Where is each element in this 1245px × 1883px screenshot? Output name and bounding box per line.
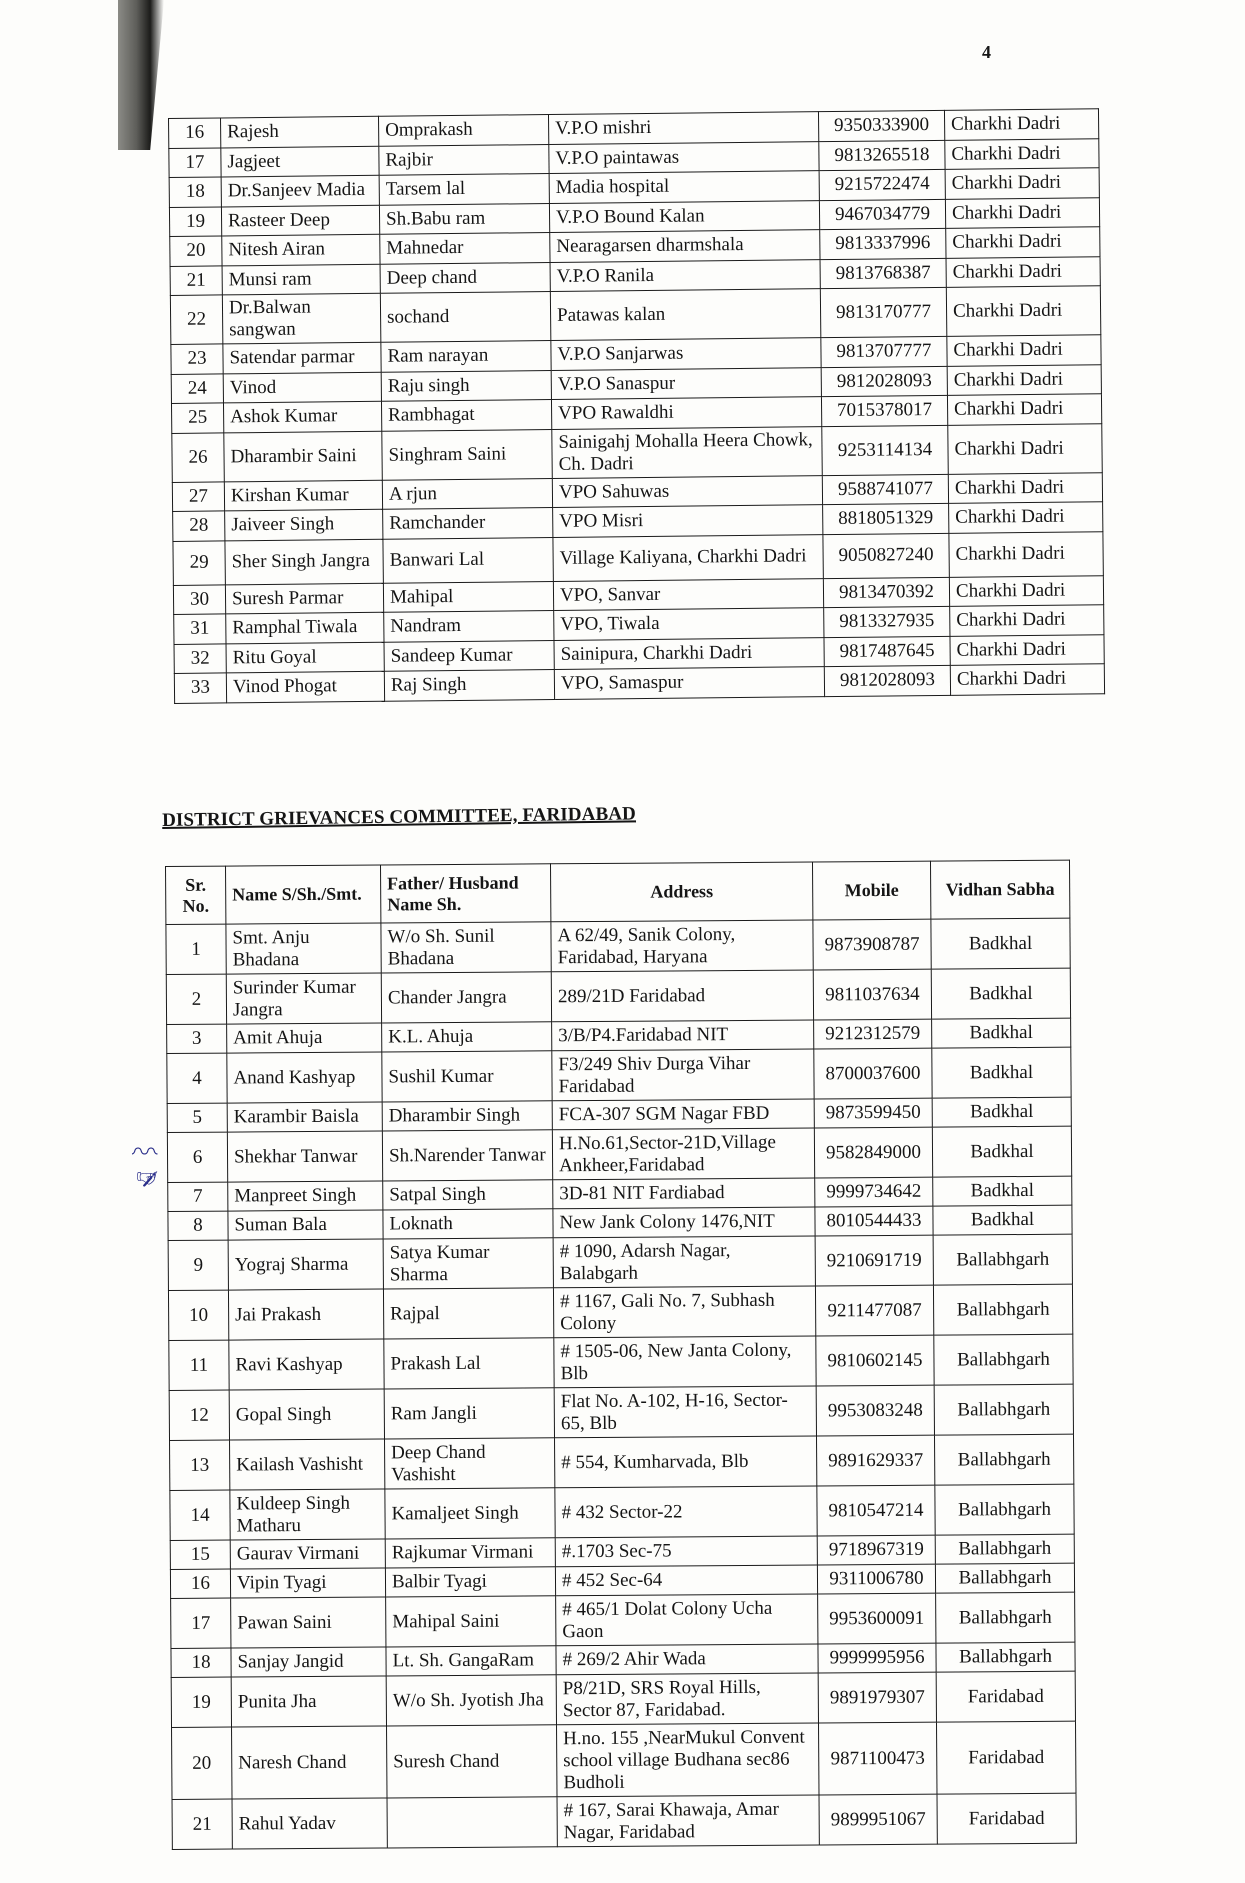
- cell-mobile: 9813327935: [824, 606, 950, 637]
- cell-father-husband: Raju singh: [381, 370, 551, 401]
- cell-sr-no: 6: [167, 1132, 227, 1182]
- cell-name: Sanjay Jangid: [231, 1647, 386, 1677]
- cell-name: Surinder Kumar Jangra: [226, 973, 381, 1024]
- cell-name: Nitesh Airan: [222, 234, 380, 265]
- cell-address: VPO, Tiwala: [554, 608, 824, 640]
- cell-name: Manpreet Singh: [228, 1181, 383, 1211]
- cell-mobile: 9467034779: [819, 199, 945, 230]
- handwritten-signature: ✍︎〰︎: [132, 1140, 162, 1192]
- cell-vidhan-sabha: Ballabhgarh: [933, 1284, 1072, 1335]
- cell-address: H.no. 155 ,NearMukul Convent school village Budhana sec86 Budholi: [557, 1723, 819, 1797]
- cell-father-husband: Satpal Singh: [383, 1180, 553, 1210]
- cell-mobile: 9813707777: [821, 336, 947, 367]
- faridabad-table-body: [166, 918, 1076, 1849]
- cell-mobile: 9810602145: [816, 1335, 934, 1386]
- cell-name: Dr.Sanjeev Madia: [221, 175, 379, 206]
- header-sr-no: Sr. No.: [166, 866, 226, 924]
- table-row: [170, 1484, 1074, 1540]
- cell-father-husband: Deep Chand Vashisht: [385, 1438, 555, 1489]
- header-name: Name S/Sh./Smt.: [226, 865, 381, 924]
- table-row: [171, 1592, 1075, 1648]
- cell-address: # 1167, Gali No. 7, Subhash Colony: [553, 1286, 815, 1338]
- cell-sr-no: 25: [171, 403, 223, 433]
- cell-mobile: 9582849000: [814, 1127, 932, 1178]
- cell-address: 289/21D Faridabad: [551, 970, 813, 1022]
- cell-address: V.P.O Ranila: [550, 259, 820, 291]
- cell-father-husband: Sh.Narender Tanwar: [382, 1130, 552, 1181]
- cell-mobile: 9811037634: [813, 969, 931, 1020]
- cell-mobile: 9588741077: [822, 474, 948, 505]
- cell-vidhan-sabha: Ballabhgarh: [936, 1642, 1075, 1672]
- cell-mobile: 9813170777: [820, 287, 947, 337]
- cell-name: Suresh Parmar: [225, 583, 383, 614]
- cell-mobile: 9212312579: [814, 1019, 932, 1049]
- cell-name: Vinod: [223, 372, 381, 403]
- cell-vidhan-sabha: Charkhi Dadri: [947, 394, 1101, 425]
- cell-vidhan-sabha: Ballabhgarh: [934, 1434, 1073, 1485]
- cell-father-husband: Loknath: [383, 1209, 553, 1239]
- cell-name: Ramphal Tiwala: [226, 612, 384, 643]
- cell-father-husband: Rajpal: [383, 1288, 553, 1339]
- cell-address: H.No.61,Sector-21D,Village Ankheer,Faridabad: [552, 1128, 814, 1180]
- cell-sr-no: 21: [172, 1799, 232, 1849]
- cell-father-husband: Tarsem lal: [379, 174, 549, 205]
- cell-name: Yograj Sharma: [228, 1239, 383, 1290]
- cell-father-husband: Rambhagat: [381, 399, 551, 430]
- cell-address: V.P.O Sanaspur: [551, 367, 821, 399]
- cell-father-husband: Nandram: [384, 610, 554, 641]
- cell-name: Satendar parmar: [223, 342, 381, 373]
- cell-vidhan-sabha: Charkhi Dadri: [950, 664, 1104, 695]
- cell-sr-no: 22: [170, 295, 223, 345]
- cell-father-husband: Satya Kumar Sharma: [383, 1238, 553, 1289]
- cell-address: Flat No. A-102, H-16, Sector-65, Blb: [554, 1386, 816, 1438]
- cell-mobile: 8700037600: [814, 1048, 932, 1099]
- cell-sr-no: 8: [168, 1211, 228, 1240]
- cell-sr-no: 3: [167, 1024, 227, 1053]
- cell-vidhan-sabha: Badkhal: [932, 1047, 1071, 1098]
- cell-sr-no: 19: [169, 206, 221, 236]
- header-vidhan-sabha: Vidhan Sabha: [930, 860, 1069, 919]
- cell-mobile: 9050827240: [823, 533, 949, 578]
- cell-sr-no: 4: [167, 1053, 227, 1103]
- cell-vidhan-sabha: Charkhi Dadri: [948, 472, 1102, 503]
- cell-vidhan-sabha: Badkhal: [932, 1018, 1071, 1048]
- cell-name: Kirshan Kumar: [224, 480, 382, 511]
- cell-mobile: 9813337996: [820, 228, 946, 259]
- cell-mobile: 9871100473: [818, 1722, 936, 1795]
- cell-mobile: 9891979307: [818, 1672, 936, 1723]
- cell-mobile: 9873599450: [814, 1098, 932, 1128]
- cell-address: # 432 Sector-22: [555, 1486, 817, 1538]
- cell-vidhan-sabha: Ballabhgarh: [935, 1534, 1074, 1564]
- cell-name: Pawan Saini: [231, 1597, 386, 1648]
- cell-father-husband: Mahnedar: [380, 233, 550, 264]
- cell-name: Sher Singh Jangra: [225, 539, 383, 585]
- cell-address: 3/B/P4.Faridabad NIT: [552, 1020, 814, 1051]
- cell-address: # 1505-06, New Janta Colony, Blb: [554, 1336, 816, 1388]
- cell-mobile: 9810547214: [817, 1485, 935, 1536]
- cell-vidhan-sabha: Charkhi Dadri: [950, 605, 1104, 636]
- cell-name: Dharambir Saini: [224, 431, 383, 482]
- cell-father-husband: Prakash Lal: [384, 1338, 554, 1389]
- cell-mobile: 9812028093: [821, 366, 947, 397]
- table-row: [172, 1721, 1076, 1799]
- cell-address: F3/249 Shiv Durga Vihar Faridabad: [552, 1049, 814, 1101]
- cell-address: # 269/2 Ahir Wada: [556, 1644, 818, 1675]
- cell-sr-no: 7: [168, 1182, 228, 1211]
- cell-sr-no: 15: [170, 1540, 230, 1569]
- cell-father-husband: Suresh Chand: [387, 1725, 557, 1798]
- cell-sr-no: 18: [169, 177, 221, 207]
- cell-address: # 167, Sarai Khawaja, Amar Nagar, Faridabad: [557, 1795, 819, 1847]
- cell-mobile: 8010544433: [815, 1206, 933, 1236]
- cell-vidhan-sabha: Ballabhgarh: [934, 1334, 1073, 1385]
- cell-name: Jagjeet: [221, 146, 379, 177]
- cell-vidhan-sabha: Ballabhgarh: [936, 1592, 1075, 1643]
- cell-address: A 62/49, Sanik Colony, Faridabad, Haryana: [551, 920, 813, 972]
- cell-father-husband: Raj Singh: [384, 669, 554, 700]
- cell-name: Anand Kashyap: [227, 1052, 382, 1103]
- cell-mobile: 9311006780: [817, 1564, 935, 1594]
- cell-vidhan-sabha: Badkhal: [932, 1097, 1071, 1127]
- cell-address: # 554, Kumharvada, Blb: [555, 1436, 817, 1488]
- cell-name: Ravi Kashyap: [229, 1339, 384, 1390]
- cell-sr-no: 9: [168, 1240, 228, 1290]
- cell-address: # 452 Sec-64: [555, 1565, 817, 1596]
- cell-name: Ashok Kumar: [223, 401, 381, 432]
- cell-address: Sainipura, Charkhi Dadri: [554, 637, 824, 669]
- cell-address: VPO Sahuwas: [552, 475, 822, 507]
- cell-vidhan-sabha: Badkhal: [932, 1126, 1071, 1177]
- cell-mobile: 9813470392: [823, 577, 949, 608]
- cell-name: Gaurav Virmani: [230, 1539, 385, 1569]
- cell-mobile: 9812028093: [824, 665, 950, 696]
- cell-mobile: 9718967319: [817, 1535, 935, 1565]
- table-row: [167, 1047, 1071, 1103]
- cell-father-husband: W/o Sh. Sunil Bhadana: [381, 922, 551, 973]
- cell-name: Shekhar Tanwar: [227, 1131, 382, 1182]
- cell-address: Village Kaliyana, Charkhi Dadri: [553, 534, 823, 581]
- cell-sr-no: 32: [174, 643, 226, 673]
- cell-father-husband: Mahipal: [383, 581, 553, 612]
- cell-name: Dr.Balwan sangwan: [222, 293, 381, 344]
- cell-vidhan-sabha: Charkhi Dadri: [945, 168, 1099, 199]
- cell-sr-no: 20: [172, 1727, 233, 1799]
- cell-sr-no: 18: [171, 1648, 231, 1677]
- cell-vidhan-sabha: Charkhi Dadri: [944, 109, 1098, 140]
- cell-father-husband: Dharambir Singh: [382, 1101, 552, 1131]
- cell-mobile: 9817487645: [824, 636, 950, 667]
- cell-address: V.P.O paintawas: [549, 141, 819, 173]
- cell-mobile: 9891629337: [816, 1435, 934, 1486]
- cell-address: VPO, Samaspur: [554, 667, 824, 699]
- cell-mobile: 9999734642: [815, 1177, 933, 1207]
- cell-mobile: 9211477087: [815, 1285, 933, 1336]
- cell-name: Vipin Tyagi: [230, 1568, 385, 1598]
- cell-name: Ritu Goyal: [226, 642, 384, 673]
- cell-mobile: 9215722474: [819, 169, 945, 200]
- cell-sr-no: 31: [174, 614, 226, 644]
- cell-father-husband: Balbir Tyagi: [385, 1567, 555, 1597]
- cell-address: # 1090, Adarsh Nagar, Balabgarh: [553, 1236, 815, 1288]
- cell-address: V.P.O Sanjarwas: [551, 338, 821, 370]
- page-edge-shadow: [118, 0, 164, 150]
- cell-name: Smt. Anju Bhadana: [226, 923, 381, 974]
- cell-mobile: 9350333900: [818, 110, 944, 141]
- table-row: [169, 1334, 1073, 1390]
- cell-father-husband: W/o Sh. Jyotish Jha: [386, 1675, 556, 1726]
- cell-vidhan-sabha: Badkhal: [931, 968, 1070, 1019]
- cell-mobile: 9253114134: [822, 425, 949, 475]
- cell-sr-no: 13: [170, 1440, 230, 1490]
- table-row: [169, 1384, 1073, 1440]
- cell-vidhan-sabha: Faridabad: [937, 1793, 1076, 1844]
- table-row: [171, 1671, 1075, 1727]
- cell-father-husband: Banwari Lal: [383, 537, 553, 583]
- cell-father-husband: Chander Jangra: [381, 972, 551, 1023]
- cell-name: Suman Bala: [228, 1210, 383, 1240]
- cell-sr-no: 27: [172, 481, 224, 511]
- charkhi-dadri-table: [168, 108, 1105, 703]
- cell-vidhan-sabha: Badkhal: [933, 1205, 1072, 1235]
- cell-name: Punita Jha: [231, 1676, 386, 1727]
- cell-sr-no: 5: [167, 1103, 227, 1132]
- cell-sr-no: 23: [171, 344, 223, 374]
- cell-sr-no: 10: [168, 1290, 228, 1340]
- cell-vidhan-sabha: Ballabhgarh: [933, 1234, 1072, 1285]
- cell-vidhan-sabha: Charkhi Dadri: [946, 256, 1100, 287]
- table-row: [166, 918, 1070, 974]
- section-title-faridabad: DISTRICT GRIEVANCES COMMITTEE, FARIDABAD: [162, 803, 637, 831]
- charkhi-dadri-table-body: [169, 109, 1105, 703]
- cell-sr-no: 17: [169, 147, 221, 177]
- cell-sr-no: 16: [170, 1569, 230, 1598]
- cell-name: Jai Prakash: [228, 1289, 383, 1340]
- cell-name: Rasteer Deep: [221, 205, 379, 236]
- cell-name: Karambir Baisla: [227, 1102, 382, 1132]
- cell-address: VPO, Sanvar: [553, 578, 823, 610]
- cell-name: Gopal Singh: [229, 1389, 384, 1440]
- cell-mobile: 9999995956: [818, 1643, 936, 1673]
- cell-vidhan-sabha: Charkhi Dadri: [947, 364, 1101, 395]
- cell-father-husband: Sh.Babu ram: [379, 203, 549, 234]
- cell-name: Vinod Phogat: [226, 671, 384, 702]
- cell-mobile: 9813265518: [819, 140, 945, 171]
- header-mobile: Mobile: [812, 861, 930, 920]
- cell-father-husband: Ramchander: [383, 507, 553, 538]
- cell-address: # 465/1 Dolat Colony Ucha Gaon: [556, 1594, 818, 1646]
- cell-vidhan-sabha: Faridabad: [936, 1671, 1075, 1722]
- cell-vidhan-sabha: Ballabhgarh: [935, 1563, 1074, 1593]
- cell-father-husband: Ram Jangli: [384, 1388, 554, 1439]
- cell-vidhan-sabha: Charkhi Dadri: [946, 227, 1100, 258]
- header-father-husband: Father/ Husband Name Sh.: [380, 864, 550, 923]
- cell-father-husband: Ram narayan: [381, 341, 551, 372]
- cell-address: P8/21D, SRS Royal Hills, Sector 87, Faridabad.: [556, 1673, 818, 1725]
- cell-sr-no: 21: [170, 265, 222, 295]
- cell-father-husband: Mahipal Saini: [386, 1596, 556, 1647]
- cell-sr-no: 2: [166, 974, 226, 1024]
- cell-name: Kailash Vashisht: [230, 1439, 385, 1490]
- cell-mobile: 7015378017: [821, 395, 947, 426]
- cell-vidhan-sabha: Charkhi Dadri: [948, 423, 1103, 474]
- cell-father-husband: Sushil Kumar: [382, 1051, 552, 1102]
- cell-sr-no: 30: [173, 584, 225, 614]
- cell-address: VPO Rawaldhi: [551, 397, 821, 429]
- table-row: [168, 1234, 1072, 1290]
- cell-vidhan-sabha: Charkhi Dadri: [946, 286, 1101, 337]
- cell-name: Rahul Yadav: [232, 1798, 387, 1849]
- cell-address: V.P.O Bound Kalan: [549, 200, 819, 232]
- cell-address: VPO Misri: [553, 505, 823, 537]
- cell-mobile: 9210691719: [815, 1235, 933, 1286]
- faridabad-table: [165, 860, 1077, 1850]
- cell-address: V.P.O mishri: [548, 112, 818, 144]
- cell-sr-no: 16: [169, 118, 221, 148]
- cell-mobile: 8818051329: [823, 503, 949, 534]
- cell-name: Amit Ahuja: [227, 1023, 382, 1053]
- cell-address: FCA-307 SGM Nagar FBD: [552, 1099, 814, 1130]
- cell-name: Jaiveer Singh: [225, 509, 383, 540]
- table-row: [172, 1793, 1076, 1849]
- cell-father-husband: Rajkumar Virmani: [385, 1538, 555, 1568]
- cell-mobile: 9953600091: [818, 1593, 936, 1644]
- cell-address: #.1703 Sec-75: [555, 1536, 817, 1567]
- cell-father-husband: sochand: [380, 292, 551, 343]
- cell-vidhan-sabha: Charkhi Dadri: [949, 531, 1103, 577]
- cell-address: Madia hospital: [549, 171, 819, 203]
- cell-mobile: 9953083248: [816, 1385, 934, 1436]
- cell-vidhan-sabha: Charkhi Dadri: [949, 575, 1103, 606]
- cell-vidhan-sabha: Ballabhgarh: [934, 1384, 1073, 1435]
- cell-mobile: 9813768387: [820, 258, 946, 289]
- cell-address: Patawas kalan: [550, 289, 820, 341]
- cell-name: Kuldeep Singh Matharu: [230, 1489, 385, 1540]
- table-row: [170, 1434, 1074, 1490]
- cell-vidhan-sabha: Faridabad: [936, 1721, 1075, 1794]
- table-header-row: [166, 860, 1070, 924]
- cell-vidhan-sabha: Charkhi Dadri: [950, 634, 1104, 665]
- cell-father-husband: Rajbir: [379, 144, 549, 175]
- cell-sr-no: 29: [173, 540, 225, 585]
- cell-father-husband: Lt. Sh. GangaRam: [386, 1646, 556, 1676]
- cell-name: Naresh Chand: [232, 1726, 387, 1799]
- table-row: [166, 968, 1070, 1024]
- cell-sr-no: 28: [173, 511, 225, 541]
- cell-father-husband: Omprakash: [378, 115, 548, 146]
- cell-sr-no: 11: [169, 1340, 229, 1390]
- cell-father-husband: Deep chand: [380, 262, 550, 293]
- table-row: [167, 1126, 1071, 1182]
- cell-sr-no: 24: [171, 373, 223, 403]
- cell-sr-no: 26: [172, 432, 225, 482]
- cell-address: Nearagarsen dharmshala: [550, 230, 820, 262]
- cell-address: New Jank Colony 1476,NIT: [553, 1207, 815, 1238]
- cell-sr-no: 20: [170, 236, 222, 266]
- cell-name: Rajesh: [221, 116, 379, 147]
- cell-name: Munsi ram: [222, 264, 380, 295]
- cell-vidhan-sabha: Ballabhgarh: [935, 1484, 1074, 1535]
- table-row: [168, 1284, 1072, 1340]
- cell-father-husband: Singhram Saini: [382, 429, 553, 480]
- cell-vidhan-sabha: Charkhi Dadri: [945, 197, 1099, 228]
- page-number: 4: [982, 42, 991, 62]
- cell-father-husband: [387, 1797, 557, 1848]
- cell-father-husband: Sandeep Kumar: [384, 640, 554, 671]
- cell-sr-no: 19: [171, 1677, 231, 1727]
- cell-vidhan-sabha: Charkhi Dadri: [949, 502, 1103, 533]
- cell-father-husband: A rjun: [382, 478, 552, 509]
- cell-vidhan-sabha: Badkhal: [931, 918, 1070, 969]
- cell-father-husband: K.L. Ahuja: [382, 1022, 552, 1052]
- cell-sr-no: 17: [171, 1598, 231, 1648]
- cell-mobile: 9873908787: [813, 919, 931, 970]
- cell-sr-no: 1: [166, 924, 226, 974]
- cell-address: Sainigahj Mohalla Heera Chowk, Ch. Dadri: [552, 426, 822, 478]
- cell-address: 3D-81 NIT Fardiabad: [553, 1178, 815, 1209]
- cell-vidhan-sabha: Badkhal: [933, 1176, 1072, 1206]
- cell-vidhan-sabha: Charkhi Dadri: [947, 335, 1101, 366]
- header-address: Address: [550, 862, 812, 922]
- cell-father-husband: Kamaljeet Singh: [385, 1488, 555, 1539]
- cell-mobile: 9899951067: [819, 1794, 937, 1845]
- cell-sr-no: 14: [170, 1490, 230, 1540]
- cell-sr-no: 12: [169, 1390, 229, 1440]
- cell-vidhan-sabha: Charkhi Dadri: [945, 138, 1099, 169]
- cell-sr-no: 33: [174, 673, 226, 703]
